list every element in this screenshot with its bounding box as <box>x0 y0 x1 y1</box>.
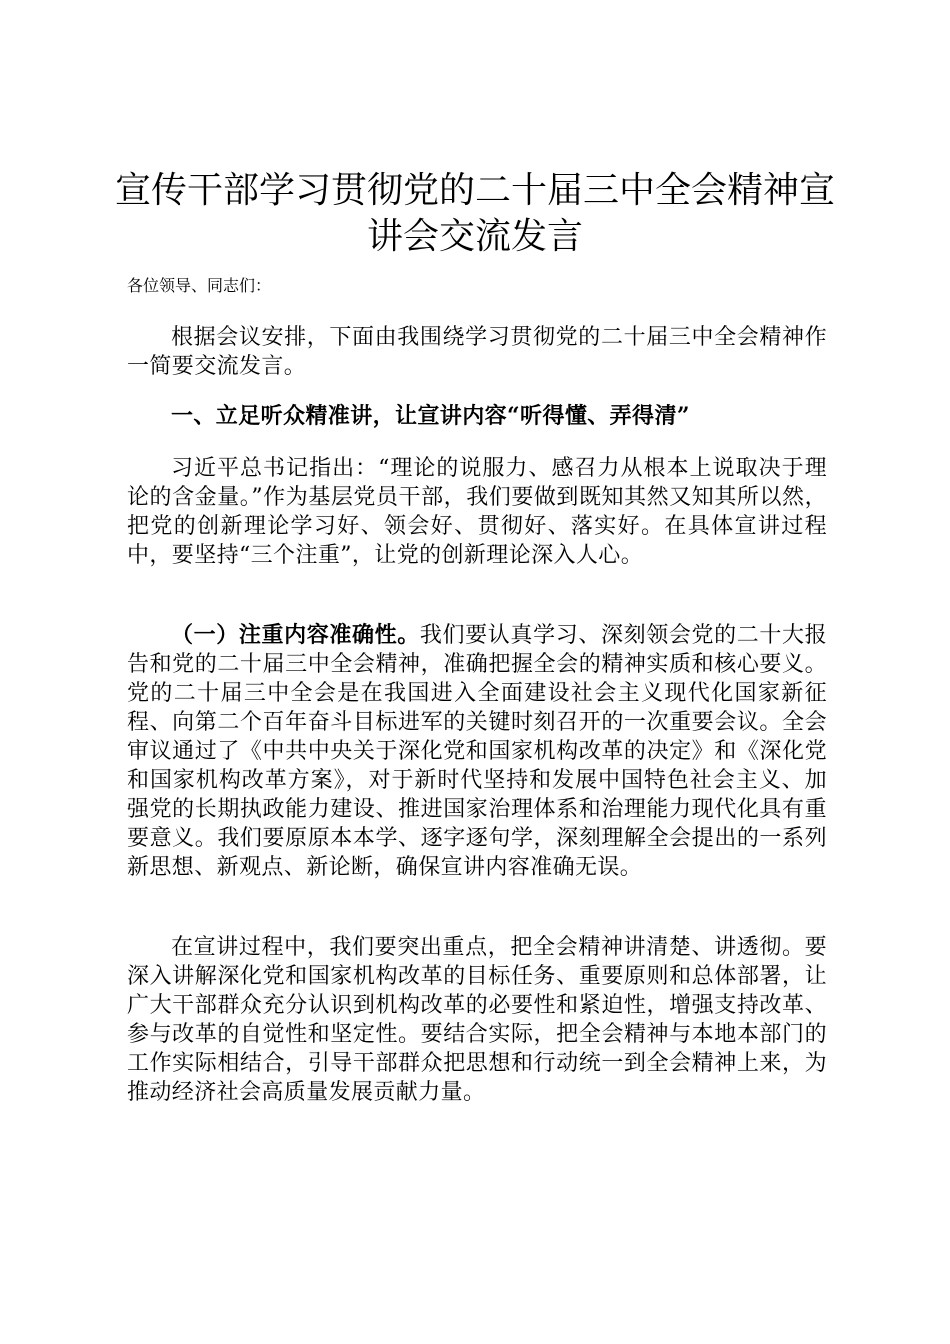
intro-paragraph: 根据会议安排，下面由我围绕学习贯彻党的二十届三中全会精神作一简要交流发言。 <box>127 325 827 379</box>
subsection1-paragraph-2: 在宣讲过程中，我们要突出重点，把全会精神讲清楚、讲透彻。要深入讲解深化党和国家机构改革的目标任务、重要原则和总体部署，让广大干部群众充分认识到机构改革的必要性和紧迫性，增强支持改革、参与改革的自觉性和坚定性。要结合实际，把全会精神与本地本部门的工作实际相结合，引导干部群众把思想和行动统一到全会精神上来，为推动经济社会高质量发展贡献力量。 <box>127 935 827 1105</box>
subsection1-paragraph <box>127 621 827 882</box>
section1-paragraph-1: 习近平总书记指出：“理论的说服力、感召力从根本上说取决于理论的含金量。”作为基层党员干部，我们要做到既知其然又知其所以然，把党的创新理论学习好、领会好、贯彻好、落实好。在具体宣讲过程中，要坚持“三个注重”，让党的创新理论深入人心。 <box>127 456 827 568</box>
salutation: 各位领导、同志们： <box>127 276 272 295</box>
section-heading-1: 一、立足听众精准讲，让宣讲内容“听得懂、弄得清” <box>171 403 690 429</box>
document-title: 宣传干部学习贯彻党的二十届三中全会精神宣讲会交流发言 <box>114 170 835 257</box>
subsection1-lead: （一）注重内容准确性。 <box>171 622 420 648</box>
subsection1-body: 我们要认真学习、深刻领会党的二十大报告和党的二十届三中全会精神，准确把握全会的精神实质和核心要义。党的二十届三中全会是在我国进入全面建设社会主义现代化国家新征程、向第二个百年奋斗目标进军的关键时刻召开的一次重要会议。全会审议通过了《中共中央关于深化党和国家机构改革的决定》和《深化党和国家机构改革方案》，对于新时代坚持和发展中国特色社会主义、加强党的长期执政能力建设、推进国家治理体系和治理能力现代化具有重要意义。我们要原原本本学、逐字逐句学，深刻理解全会提出的一系列新思想、新观点、新论断，确保宣讲内容准确无误。 <box>127 623 828 880</box>
